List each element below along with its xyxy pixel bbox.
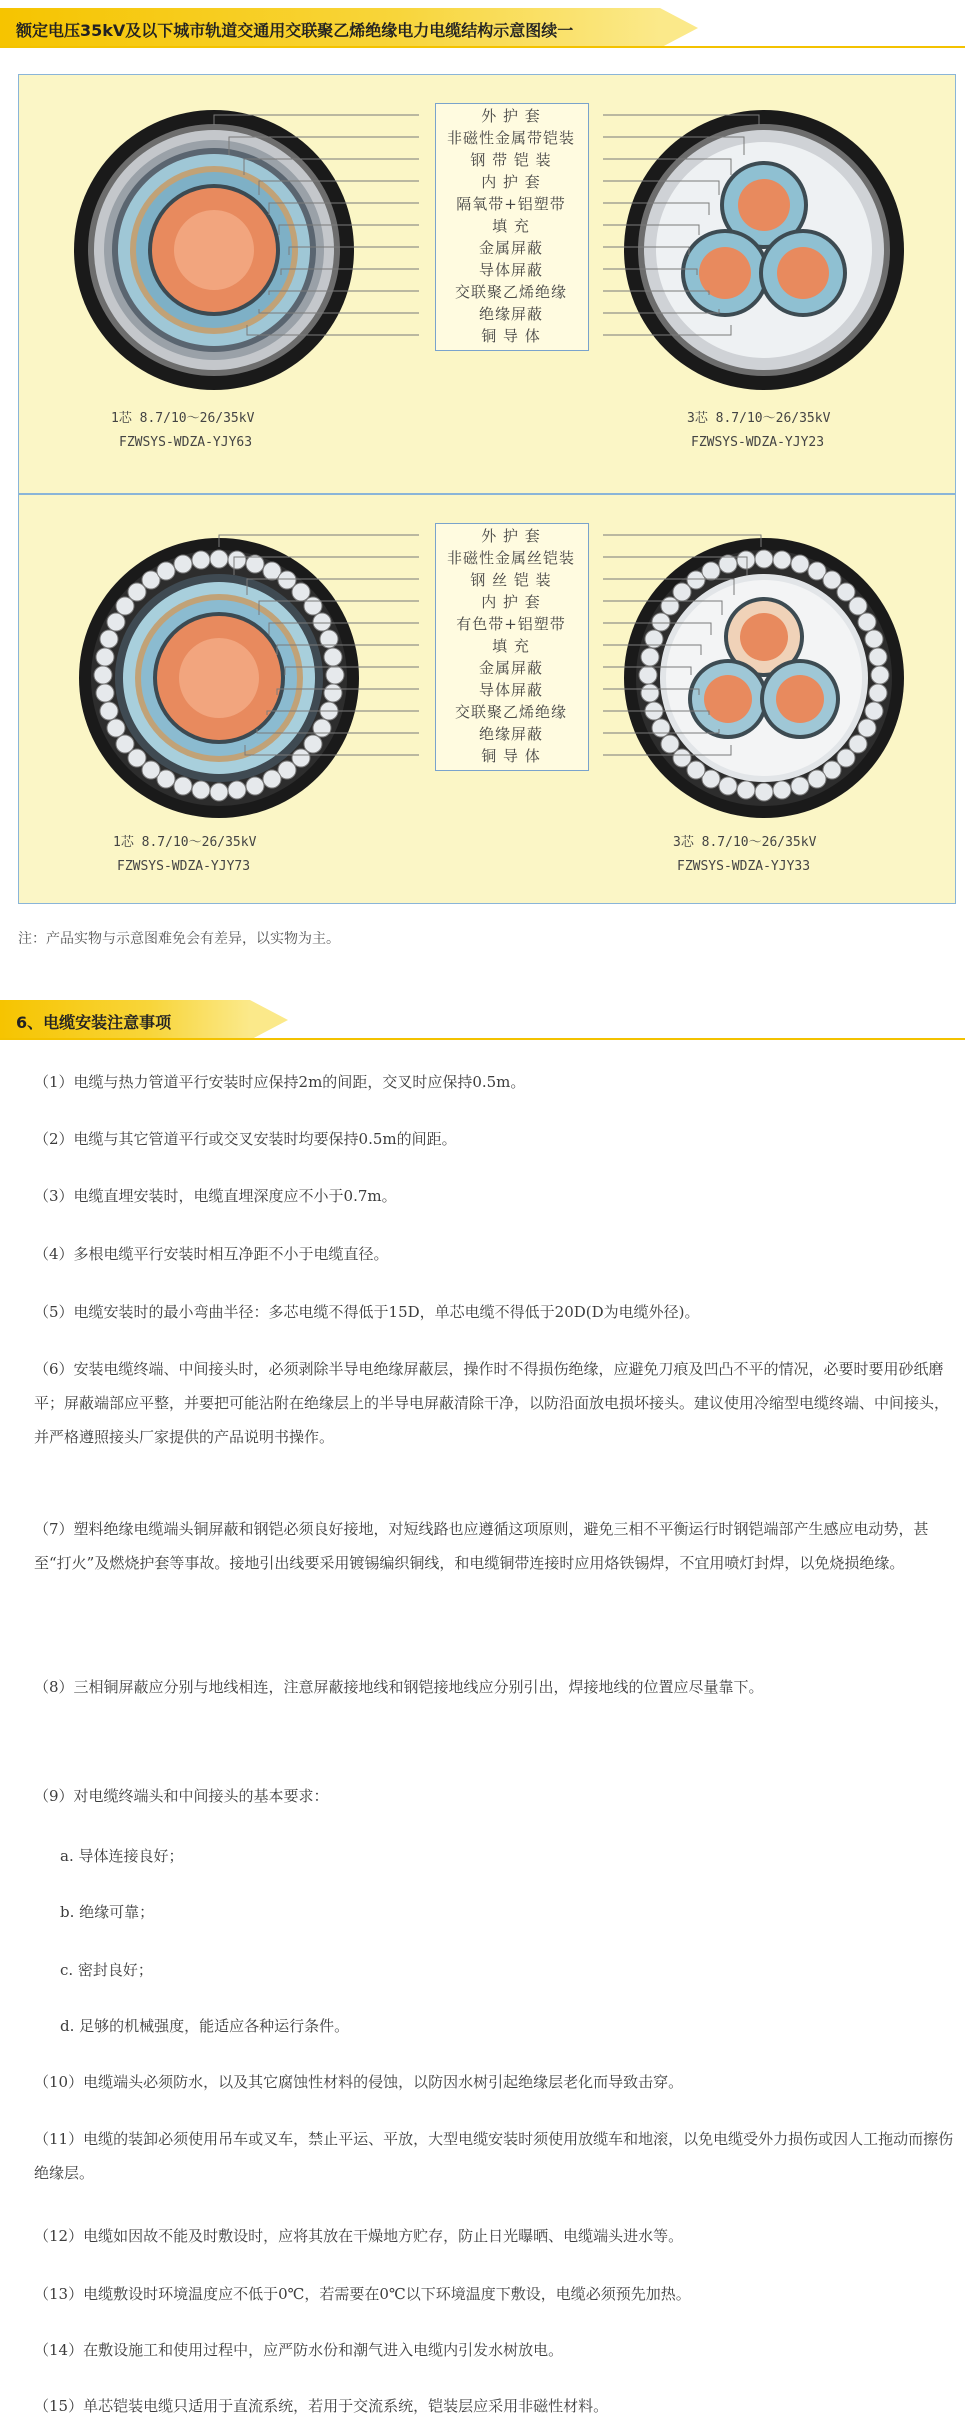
list-item: （1）电缆与热力管道平行安装时应保持2m的间距，交叉时应保持0.5m。 xyxy=(34,1073,526,1091)
list-item: （8）三相铜屏蔽应分别与地线相连，注意屏蔽接地线和钢铠接地线应分别引出，焊接地线的位置应尽量靠下。 xyxy=(34,1678,764,1696)
spec-right: 3芯 8.7/10～26/35kV xyxy=(673,835,817,850)
layer-label: 填 充 xyxy=(492,637,530,655)
list-item: （12）电缆如因故不能及时敷设时，应将其放在干燥地方贮存，防止日光曝晒、电缆端头进水等。 xyxy=(34,2227,684,2245)
layer-label: 金属屏蔽 xyxy=(478,659,543,677)
spec-left: 1芯 8.7/10～26/35kV xyxy=(113,835,257,850)
list-subitem: b. 绝缘可靠； xyxy=(60,1903,155,1921)
spec-right: 3芯 8.7/10～26/35kV xyxy=(687,411,831,426)
layer-label: 外 护 套 xyxy=(481,107,541,125)
section-title: 6、电缆安装注意事项 xyxy=(16,1013,172,1032)
layer-labels-top xyxy=(437,105,585,347)
layer-label: 隔氧带+铝塑带 xyxy=(456,195,566,213)
list-item: （10）电缆端头必须防水，以及其它腐蚀性材料的侵蚀，以防因水树引起绝缘层老化而导致击穿。 xyxy=(34,2073,684,2091)
list-item: （15）单芯铠装电缆只适用于直流系统，若用于交流系统，铠装层应采用非磁性材料。 xyxy=(34,2397,609,2415)
layer-label: 有色带+铝塑带 xyxy=(456,615,566,633)
model-right: FZWSYS-WDZA-YJY23 xyxy=(691,435,825,450)
model-left: FZWSYS-WDZA-YJY63 xyxy=(119,435,253,450)
list-item: （14）在敷设施工和使用过程中，应严防水份和潮气进入电缆内引发水树放电。 xyxy=(34,2341,564,2359)
layer-label: 金属屏蔽 xyxy=(478,239,543,257)
list-item: （9）对电缆终端头和中间接头的基本要求： xyxy=(34,1787,329,1805)
layer-label: 非磁性金属带铠装 xyxy=(446,129,575,147)
layer-label: 钢 丝 铠 装 xyxy=(470,571,552,589)
list-subitem: a. 导体连接良好； xyxy=(60,1847,184,1865)
spec-left: 1芯 8.7/10～26/35kV xyxy=(111,411,255,426)
model-right: FZWSYS-WDZA-YJY33 xyxy=(677,859,811,874)
header-rule xyxy=(0,1038,965,1040)
layer-label: 内 护 套 xyxy=(481,173,541,191)
layer-label: 非磁性金属丝铠装 xyxy=(446,549,575,567)
list-subitem: c. 密封良好； xyxy=(60,1961,153,1979)
layer-label: 交联聚乙烯绝缘 xyxy=(454,703,567,721)
section-header-bar xyxy=(0,8,660,48)
section-header-bar xyxy=(0,1000,250,1040)
cable-diagram-panel-top xyxy=(18,74,956,494)
list-item: （5）电缆安装时的最小弯曲半径：多芯电缆不得低于15D，单芯电缆不得低于20D(D为电缆外径)。 xyxy=(34,1303,700,1321)
model-left: FZWSYS-WDZA-YJY73 xyxy=(117,859,251,874)
layer-label: 填 充 xyxy=(492,217,530,235)
list-item: （6）安装电缆终端、中间接头时，必须剥除半导电绝缘屏蔽层，操作时不得损伤绝缘，应避免刀痕及凹凸不平的情况，必要时要用砂纸磨平；屏蔽端部应平整，并要把可能沾附在绝缘层上的半导电屏蔽清除干净，以防沿面放电损坏接头。建议使用冷缩型电缆终端、中间接头，并严格遵照接头厂家提供的产品说明书操作。 xyxy=(34,1360,950,1446)
layer-label: 绝缘屏蔽 xyxy=(478,305,543,323)
layer-label: 铜 导 体 xyxy=(481,747,541,765)
cable-diagram-panel-bottom xyxy=(18,494,956,904)
list-item: （4）多根电缆平行安装时相互净距不小于电缆直径。 xyxy=(34,1245,389,1263)
layer-label: 铜 导 体 xyxy=(481,327,541,345)
list-item: （11）电缆的装卸必须使用吊车或叉车，禁止平运、平放，大型电缆安装时须使用放缆车和地滚，以免电缆受外力损伤或因人工拖动而擦伤绝缘层。 xyxy=(34,2130,954,2182)
list-subitem: d. 足够的机械强度，能适应各种运行条件。 xyxy=(60,2017,350,2035)
list-item: （7）塑料绝缘电缆端头铜屏蔽和钢铠必须良好接地，对短线路也应遵循这项原则，避免三相不平衡运行时钢铠端部产生感应电动势，甚至“打火”及燃烧护套等事故。接地引出线要采用镀锡编织铜线，和电缆铜带连接时应用烙铁锡焊，不宜用喷灯封焊，以免烧损绝缘。 xyxy=(34,1520,929,1572)
disclaimer-note: 注：产品实物与示意图难免会有差异，以实物为主。 xyxy=(18,931,340,947)
list-item: （3）电缆直埋安装时，电缆直埋深度应不小于0.7m。 xyxy=(34,1187,397,1205)
layer-label: 内 护 套 xyxy=(481,593,541,611)
layer-label: 导体屏蔽 xyxy=(478,261,543,279)
layer-label: 钢 带 铠 装 xyxy=(470,151,552,169)
header-rule xyxy=(0,46,965,48)
section-title: 额定电压35kV及以下城市轨道交通用交联聚乙烯绝缘电力电缆结构示意图续一 xyxy=(16,21,574,40)
layer-label: 导体屏蔽 xyxy=(478,681,543,699)
layer-label: 交联聚乙烯绝缘 xyxy=(454,283,567,301)
layer-labels-bottom xyxy=(437,525,585,767)
layer-label: 外 护 套 xyxy=(481,527,541,545)
list-item: （2）电缆与其它管道平行或交叉安装时均要保持0.5m的间距。 xyxy=(34,1130,457,1148)
list-item: （13）电缆敷设时环境温度应不低于0℃，若需要在0℃以下环境温度下敷设，电缆必须预先加热。 xyxy=(34,2285,691,2303)
layer-label: 绝缘屏蔽 xyxy=(478,725,543,743)
